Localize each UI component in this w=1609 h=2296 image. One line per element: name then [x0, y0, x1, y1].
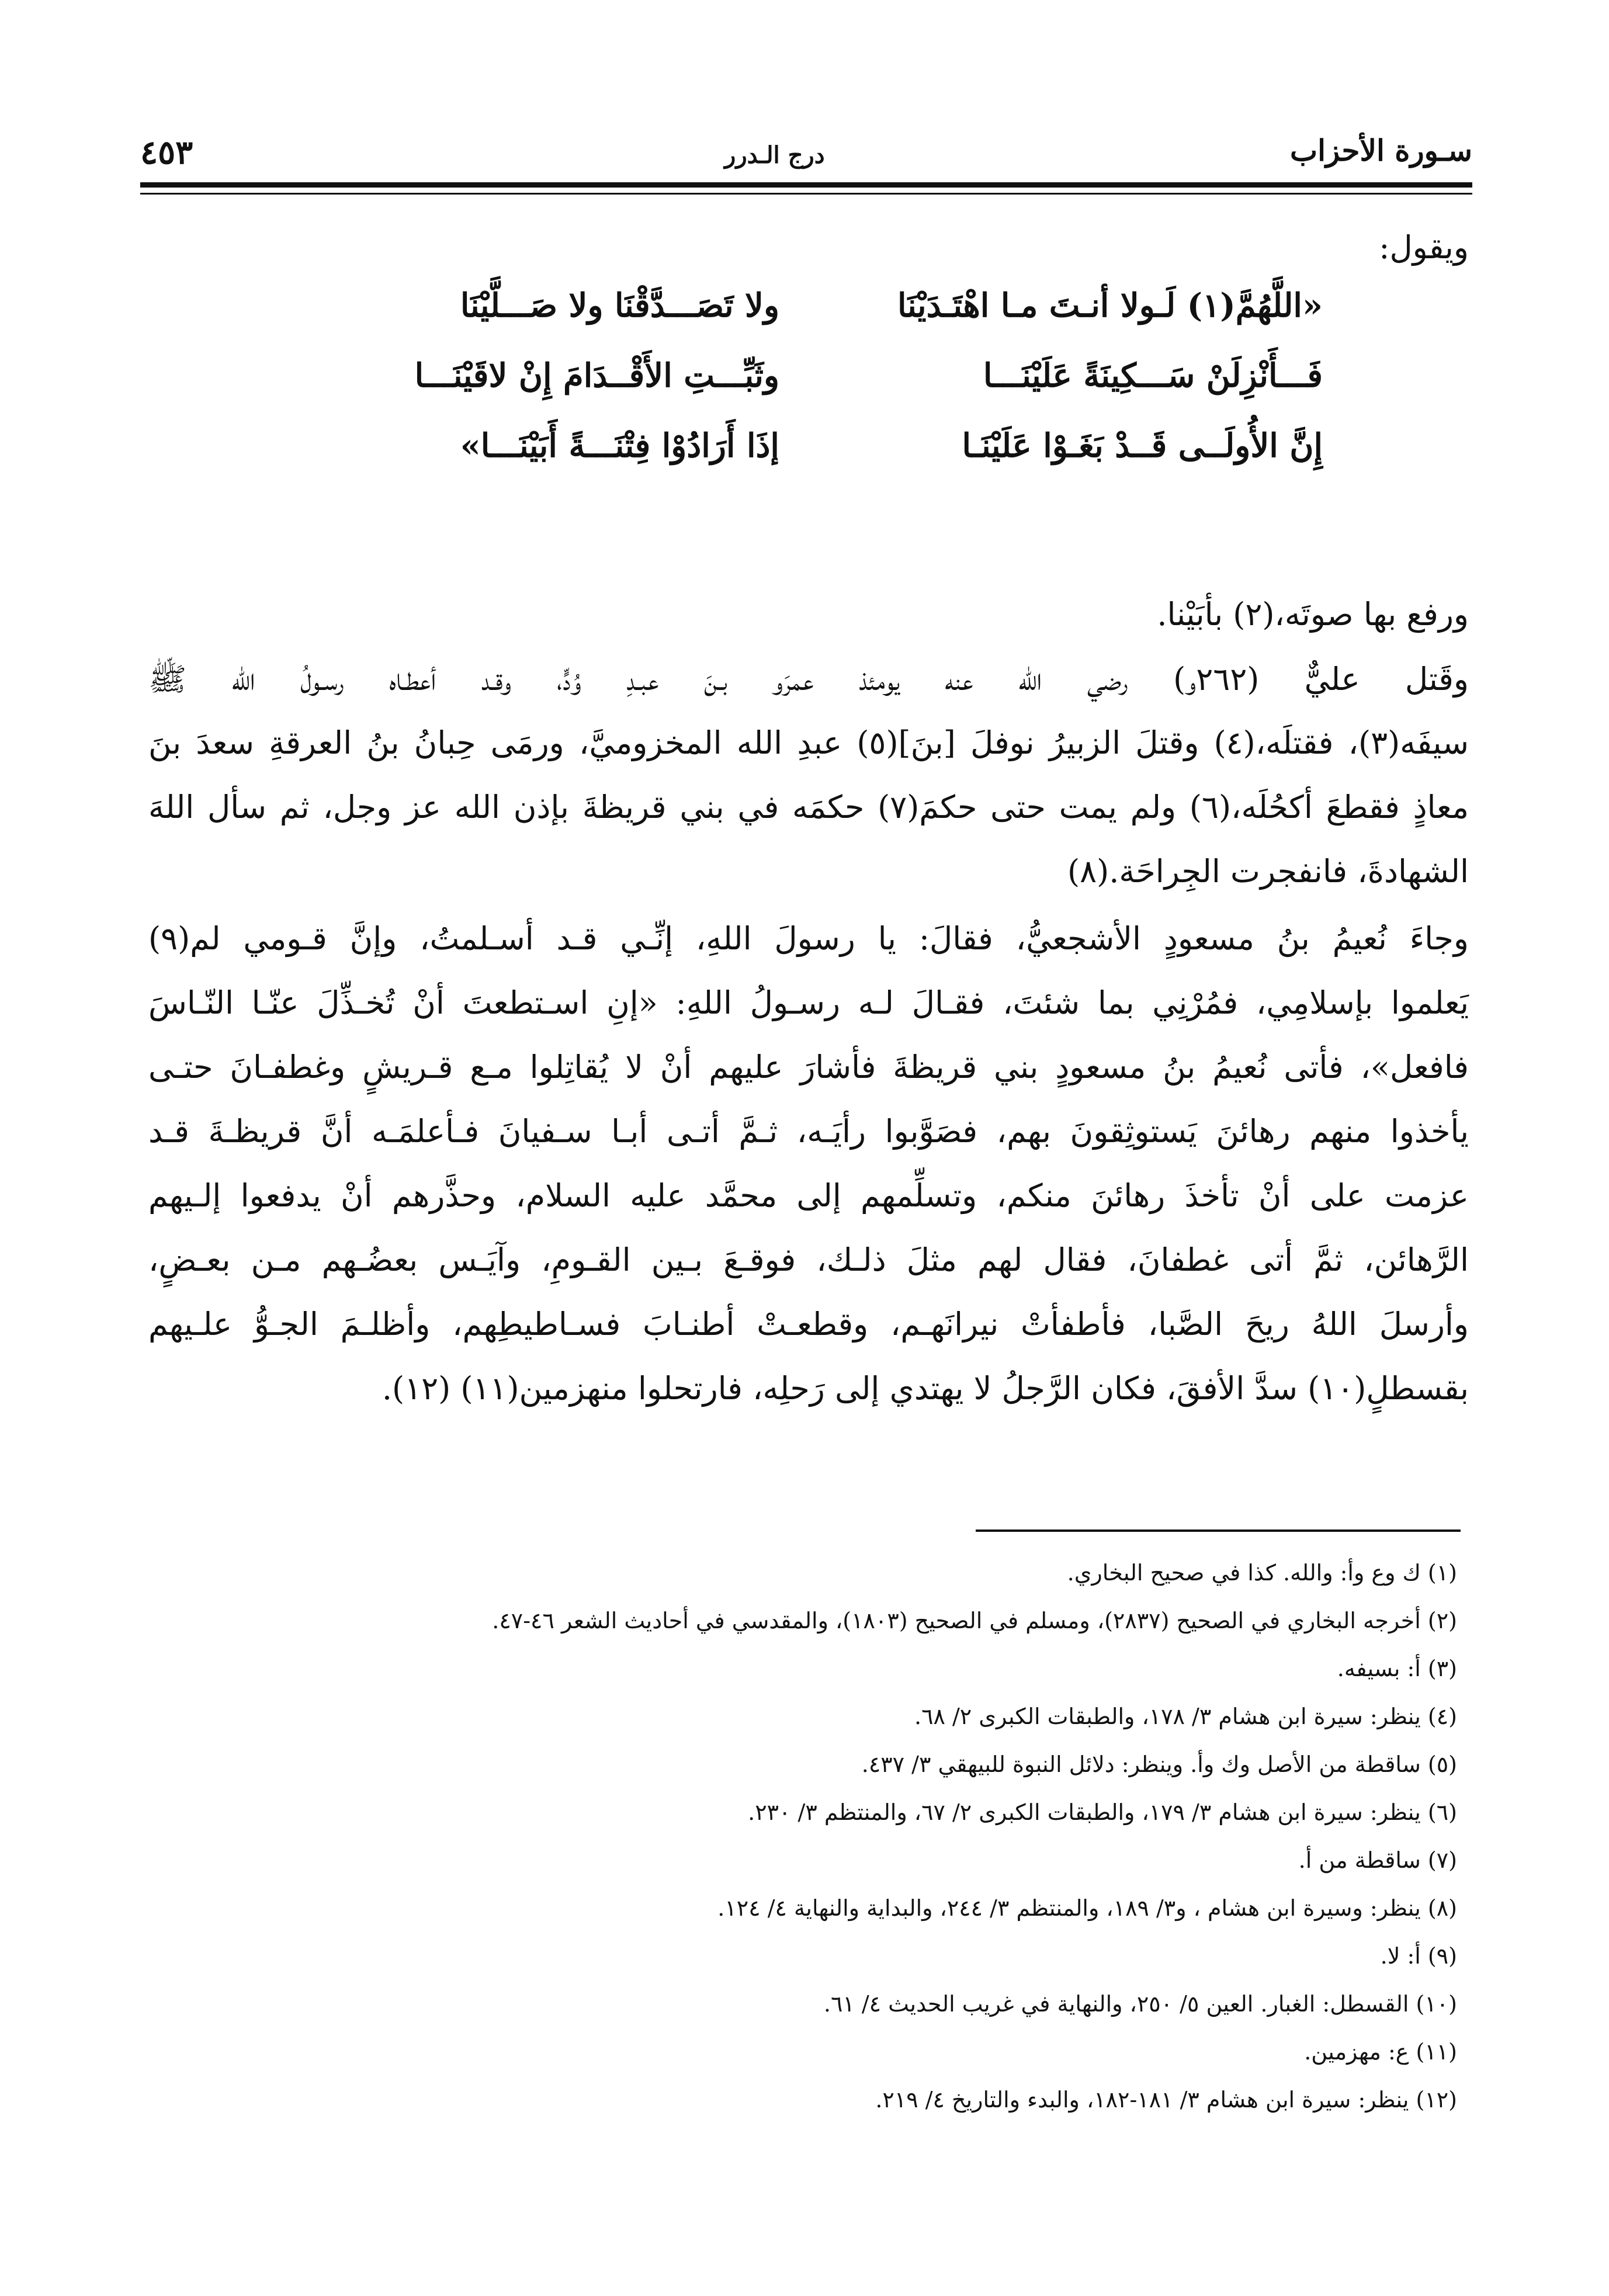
poem-verse-2-first-hemistich: فَـــأَنْزِلَنْ سَـــكِينَةً عَلَيْنَـــا	[983, 356, 1323, 395]
text-line: بقسطلٍ(١٠) سدَّ الأفقَ، فكان الرَّجلُ لا يهتدي إلى رَحلِه، فارتحلوا منهزمين(١١) (١٢).	[382, 1370, 1469, 1407]
footnote: (٣) أ: بسيفه.	[1337, 1656, 1457, 1681]
running-header	[140, 133, 1472, 180]
text-line: فافعل»، فأتى نُعيمُ بنُ مسعودٍ بني قريظةَ فأشارَ عليهم أنْ لا يُقاتِلوا مـع قـريشٍ وغطفـانَ حتـى	[148, 1049, 1469, 1085]
footnote: (٨) ينظر: وسيرة ابن هشام ، و٣/ ١٨٩، والمنتظم ٣/ ٢٤٤، والبداية والنهاية ٤/ ١٢٤.	[717, 1895, 1457, 1921]
text-line: يَعلموا بإسلامِي، فمُرْنِي بما شئتَ، فقـالَ لـه رسـولُ اللهِ: «إنِ اسـتطعتَ أنْ تُخـذِّلَ عنّـا النّـاسَ	[148, 984, 1469, 1021]
footnote: (١) ك وع وأ: والله. كذا في صحيح البخاري.	[1067, 1560, 1457, 1586]
text-line: وأرسلَ اللهُ ريحَ الصَّبا، فأطفأتْ نيرانَهـم، وقطعـتْ أطنـابَ فسـاطيطِهم، وأظلـمَ الجـوُّ علـيهم	[148, 1306, 1469, 1343]
text-line: سيفَه(٣)، فقتلَه،(٤) وقتلَ الزبيرُ نوفلَ [بنَ](٥) عبدِ الله المخزوميَّ، ورمَى حِبانُ بنُ العرقةِ سعدَ بنَ	[148, 724, 1469, 761]
poem-verse-1-second-hemistich: ولا تَصَـــدَّقْنَا ولا صَـــلَّيْنَا	[460, 286, 779, 325]
footnote: (٩) أ: لا.	[1380, 1943, 1457, 1969]
intro-text: ويقول:	[1379, 229, 1469, 266]
footnote: (٢) أخرجه البخاري في الصحيح (٢٨٣٧)، ومسلم في الصحيح (١٨٠٣)، والمقدسي في أحاديث الشعر ٤٦-٤٧.	[492, 1608, 1457, 1633]
footnote: (٤) ينظر: سيرة ابن هشام ٣/ ١٧٨، والطبقات الكبرى ٢/ ٦٨.	[914, 1704, 1457, 1729]
text-line: يأخذوا منهم رهائنَ يَستوثِقونَ بهم، فصَوَّبوا رأيَـه، ثـمَّ أتـى أبـا سـفيانَ فـأعلمَـه أنَّ قريظـةَ قـد	[148, 1113, 1469, 1150]
footnote: (٥) ساقطة من الأصل وك وأ. وينظر: دلائل النبوة للبيهقي ٣/ ٤٣٧.	[861, 1752, 1457, 1777]
text-line: وجاءَ نُعيمُ بنُ مسعودٍ الأشجعيُّ، فقالَ: يا رسولَ اللهِ، إنِّـي قـد أسـلمتُ، وإنَّ قـومي لم(٩)	[148, 920, 1469, 957]
footnote-separator	[976, 1529, 1461, 1532]
poem-verse-3-second-hemistich: إذَا أَرَادُوْا فِتْنَـــةً أَبَيْنَـــا»	[460, 426, 779, 465]
footnote: (٦) ينظر: سيرة ابن هشام ٣/ ١٧٩، والطبقات الكبرى ٢/ ٦٧، والمنتظم ٣/ ٢٣٠.	[748, 1799, 1457, 1825]
book-title: درج الـدرر	[724, 141, 825, 169]
footnote: (١٢) ينظر: سيرة ابن هشام ٣/ ١٨١-١٨٢، والبدء والتاريخ ٤/ ٢١٩.	[875, 2087, 1457, 2113]
text-line: الشهادةَ، فانفجرت الجِراحَة.(٨)	[1067, 853, 1469, 890]
poem-verse-1-first-hemistich: «اللَّهُمَّ(١) لَـولا أنـتَ مـا اهْتَـدَيْنَا	[897, 286, 1323, 325]
footnote: (١٠) القسطل: الغبار. العين ٥/ ٢٥٠، والنهاية في غريب الحديث ٤/ ٦١.	[823, 1991, 1457, 2017]
footnote: (٧) ساقطة من أ.	[1298, 1847, 1457, 1873]
text-line: وقَتل عليٌّ (٢٦٢و) رضي الله عنه يومئذ عمرَو بـنَ عبـدِ وُدٍّ، وقـد أعطـاه رسـولُ الله ﷺ	[148, 661, 1469, 698]
header-rule-thin	[140, 193, 1472, 195]
footnote: (١١) ع: مهزمين.	[1304, 2039, 1457, 2065]
text-line: الرَّهائن، ثمَّ أتى غطفانَ، فقال لهم مثلَ ذلـك، فوقـعَ بـين القـومِ، وآيَـس بعضُـهم مـن بعـضٍ،	[148, 1241, 1469, 1278]
text-line: عزمت على أنْ تأخذَ رهائنَ منكم، وتسلِّمهم إلى محمَّد عليه السلام، وحذَّرهم أنْ يدفعوا إلـيهم	[148, 1177, 1469, 1214]
text-line: معاذٍ فقطعَ أكحُلَه،(٦) ولم يمت حتى حكمَ(٧) حكمَه في بني قريظةَ بإذن الله عز وجل، ثم سأل اللهَ	[148, 789, 1469, 826]
poem-verse-3-first-hemistich: إِنَّ الأُولَــى قَــدْ بَغَـوْا عَلَيْنَـا	[962, 426, 1323, 465]
surah-title: سـورة الأحزاب	[1290, 133, 1472, 168]
header-rule-thick	[140, 182, 1472, 188]
text-line: ورفع بها صوتَه،(٢) بأبَيْنا.	[1157, 596, 1469, 633]
page-number: ٤٥٣	[140, 133, 193, 172]
poem-verse-2-second-hemistich: وثَبِّـــتِ الأَقْــدَامَ إِنْ لاقَيْنَـــا	[414, 356, 779, 395]
